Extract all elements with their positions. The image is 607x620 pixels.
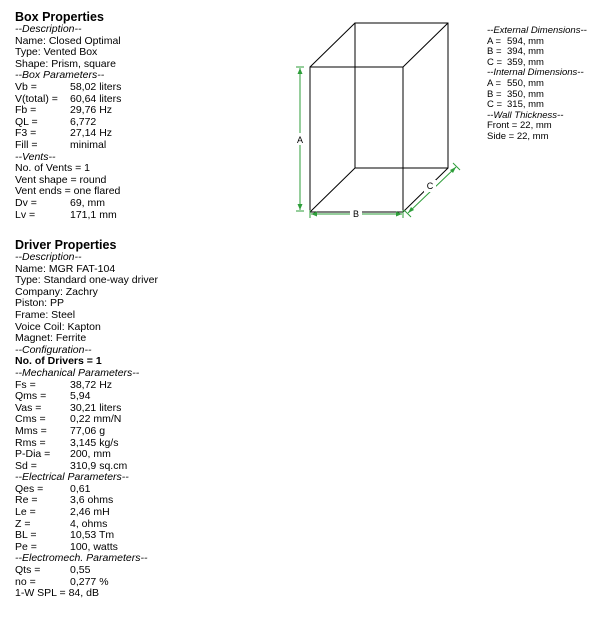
mechanical-param-row: Cms = 0,22 mm/N — [15, 413, 122, 426]
wall-thickness-header: --Wall Thickness-- — [487, 109, 564, 121]
vent-param-row: Dv = 69, mm — [15, 196, 106, 209]
wall-thickness-row: Front = 22, mm — [487, 120, 552, 132]
box-param-row: Fb = 29,76 Hz — [15, 104, 113, 117]
wall-thickness-row: Side = 22, mm — [487, 130, 549, 142]
external-dimensions-header: --External Dimensions-- — [487, 25, 587, 36]
dimension-b-label: B — [352, 209, 360, 219]
driver-description-line: Magnet: Ferrite — [15, 332, 87, 345]
box-edge — [310, 168, 355, 212]
electrical-param-row: Qes = 0,61 — [15, 482, 91, 495]
box-param-row: F3 = 27,14 Hz — [15, 127, 113, 140]
electrical-params-header: --Electrical Parameters-- — [15, 471, 129, 484]
mechanical-param-row: Vas = 30,21 liters — [15, 401, 122, 414]
mechanical-params-header: --Mechanical Parameters-- — [15, 366, 140, 379]
number-of-drivers: No. of Drivers = 1 — [15, 355, 102, 368]
box-properties-title: Box Properties — [15, 10, 104, 24]
dimensions-section — [487, 26, 587, 143]
mechanical-param-row: Qms = 5,94 — [15, 390, 91, 403]
electrical-param-row: Z = 4, ohms — [15, 517, 108, 530]
mechanical-param-row: Mms = 77,06 g — [15, 424, 106, 437]
box-front-face — [310, 67, 403, 212]
electrical-param-row: Pe = 100, watts — [15, 540, 118, 553]
driver-description-line: Frame: Steel — [15, 308, 76, 321]
external-dimension-row: A = 594, mm — [487, 35, 544, 47]
spl-line: 1-W SPL = 84, dB — [15, 587, 99, 600]
dimension-a-label: A — [296, 135, 304, 145]
box-edge — [403, 23, 448, 67]
box-description-line: Name: Closed Optimal — [15, 34, 121, 47]
driver-description-line: Name: MGR FAT-104 — [15, 262, 116, 275]
driver-description-line: Company: Zachry — [15, 285, 98, 298]
electrical-param-row: BL = 10,53 Tm — [15, 529, 115, 542]
dimension-c-label: C — [426, 181, 434, 191]
driver-description-line: Voice Coil: Kapton — [15, 320, 101, 333]
driver-description-header: --Description-- — [15, 251, 82, 263]
mechanical-param-row: Fs = 38,72 Hz — [15, 378, 113, 391]
electrical-param-row: Re = 3,6 ohms — [15, 494, 114, 507]
vents-line: No. of Vents = 1 — [15, 162, 91, 175]
box-description-line: Shape: Prism, square — [15, 57, 116, 70]
box-description-header: --Description-- — [15, 23, 82, 35]
box-param-row: QL = 6,772 — [15, 115, 97, 128]
box-param-row: Vb = 58,02 liters — [15, 80, 122, 93]
driver-description-line: Type: Standard one-way driver — [15, 274, 158, 287]
box-param-row: V(total) = 60,64 liters — [15, 92, 122, 105]
configuration-header: --Configuration-- — [15, 343, 92, 356]
box-back-face — [355, 23, 448, 168]
box-description-line: Type: Vented Box — [15, 46, 98, 59]
internal-dimensions-header: --Internal Dimensions-- — [487, 67, 584, 79]
driver-properties-title: Driver Properties — [15, 238, 117, 252]
vents-header: --Vents-- — [15, 150, 56, 163]
box-params-header: --Box Parameters-- — [15, 69, 105, 82]
electromech-param-row: Qts = 0,55 — [15, 564, 91, 577]
box-properties-section — [15, 10, 121, 221]
vents-line: Vent shape = round — [15, 173, 107, 186]
internal-dimension-row: A = 550, mm — [487, 77, 544, 89]
mechanical-param-row: Sd = 310,9 sq.cm — [15, 459, 128, 472]
box-edge — [310, 23, 355, 67]
vents-line: Vent ends = one flared — [15, 185, 121, 198]
external-dimension-row: C = 359, mm — [487, 56, 544, 68]
box-diagram — [290, 20, 470, 230]
electromech-param-row: no = 0,277 % — [15, 575, 109, 588]
electrical-param-row: Le = 2,46 mH — [15, 506, 110, 519]
vent-param-row: Lv = 171,1 mm — [15, 208, 117, 221]
mechanical-param-row: P-Dia = 200, mm — [15, 448, 111, 461]
internal-dimension-row: B = 350, mm — [487, 88, 544, 100]
driver-description-line: Piston: PP — [15, 297, 65, 310]
box-param-row: Fill = minimal — [15, 138, 107, 151]
external-dimension-row: B = 394, mm — [487, 46, 544, 58]
electromech-params-header: --Electromech. Parameters-- — [15, 552, 148, 565]
mechanical-param-row: Rms = 3,145 kg/s — [15, 436, 119, 449]
internal-dimension-row: C = 315, mm — [487, 99, 544, 111]
driver-properties-section — [15, 238, 158, 600]
